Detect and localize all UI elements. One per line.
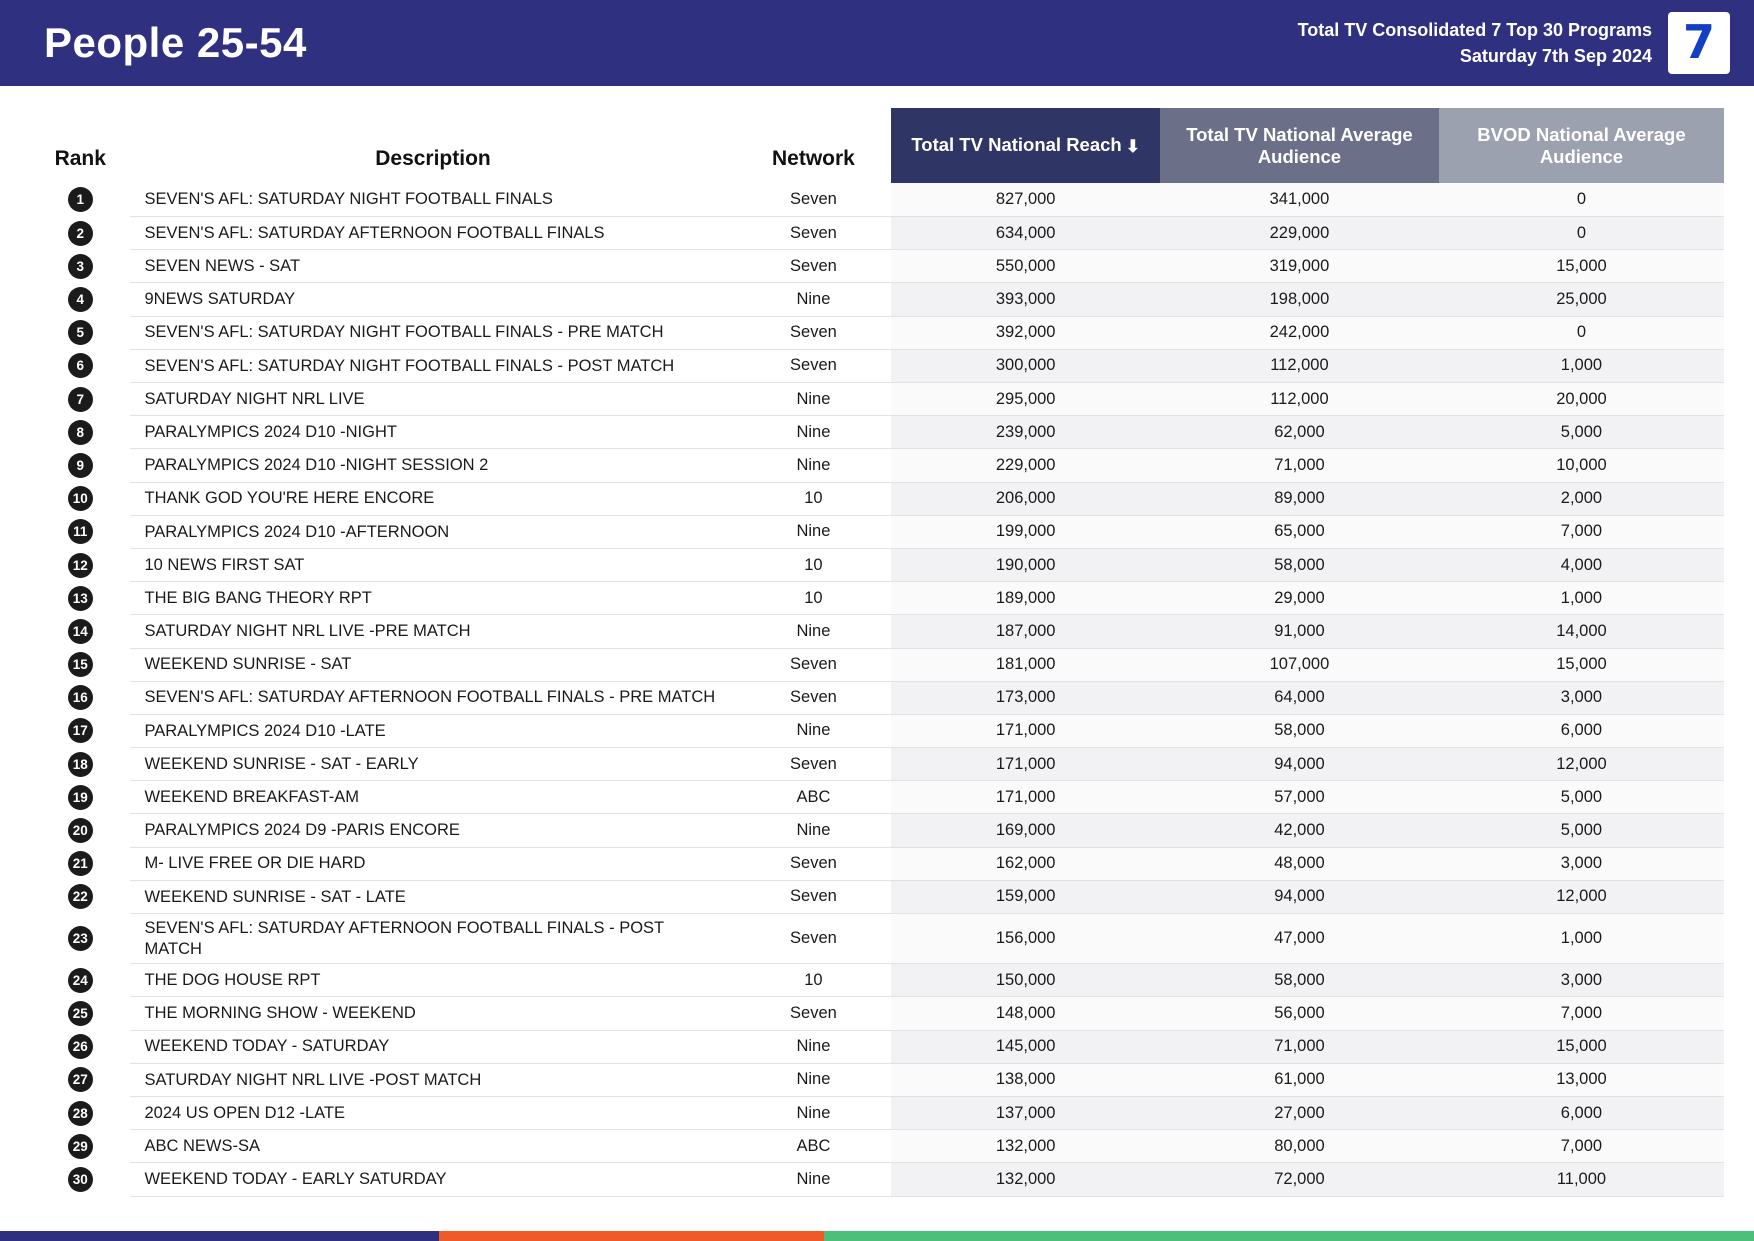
network-cell: Nine (735, 416, 891, 449)
total-tv-national-average-audience-cell: 80,000 (1160, 1130, 1439, 1163)
total-tv-national-average-audience-cell: 48,000 (1160, 847, 1439, 880)
program-description-cell: SEVEN'S AFL: SATURDAY NIGHT FOOTBALL FINALS (130, 183, 735, 216)
table-row (30, 515, 1724, 548)
network-cell: Seven (735, 183, 891, 216)
total-tv-national-reach-cell: 162,000 (891, 847, 1160, 880)
program-description-cell: WEEKEND SUNRISE - SAT (130, 648, 735, 681)
network-cell: 10 (735, 482, 891, 515)
rank-badge: 20 (68, 818, 93, 843)
bvod-national-average-audience-cell: 6,000 (1439, 1097, 1724, 1130)
program-description-cell: SATURDAY NIGHT NRL LIVE -POST MATCH (130, 1063, 735, 1096)
bvod-national-average-audience-cell: 15,000 (1439, 648, 1724, 681)
total-tv-national-reach-cell: 634,000 (891, 217, 1160, 250)
rank-cell (30, 416, 130, 449)
bvod-national-average-audience-cell: 14,000 (1439, 615, 1724, 648)
program-description-cell: SEVEN NEWS - SAT (130, 250, 735, 283)
total-tv-national-reach-cell: 827,000 (891, 183, 1160, 216)
program-description-cell: WEEKEND TODAY - EARLY SATURDAY (130, 1163, 735, 1196)
total-tv-national-average-audience-cell: 58,000 (1160, 964, 1439, 997)
total-tv-national-reach-cell: 138,000 (891, 1063, 1160, 1096)
rank-badge: 9 (68, 453, 93, 478)
program-description-cell: THE BIG BANG THEORY RPT (130, 582, 735, 615)
total-tv-national-reach-cell: 392,000 (891, 316, 1160, 349)
total-tv-national-average-audience-cell: 58,000 (1160, 548, 1439, 581)
total-tv-national-average-audience-cell: 65,000 (1160, 515, 1439, 548)
table-row (30, 1030, 1724, 1063)
table-row (30, 681, 1724, 714)
column-header-description[interactable]: Description (375, 147, 491, 171)
network-cell: Nine (735, 1163, 891, 1196)
total-tv-national-reach-cell: 132,000 (891, 1130, 1160, 1163)
program-description-cell: SATURDAY NIGHT NRL LIVE -PRE MATCH (130, 615, 735, 648)
total-tv-national-reach-cell: 171,000 (891, 781, 1160, 814)
program-description-cell: SATURDAY NIGHT NRL LIVE (130, 383, 735, 416)
total-tv-national-average-audience-cell: 71,000 (1160, 1030, 1439, 1063)
total-tv-national-reach-cell: 132,000 (891, 1163, 1160, 1196)
rank-badge: 3 (68, 254, 93, 279)
table-row (30, 914, 1724, 964)
table-row (30, 781, 1724, 814)
total-tv-national-reach-cell: 300,000 (891, 349, 1160, 382)
rank-cell (30, 615, 130, 648)
rank-cell (30, 217, 130, 250)
total-tv-national-average-audience-cell: 319,000 (1160, 250, 1439, 283)
column-header-reach-label: Total TV National Reach (911, 134, 1122, 156)
rank-cell (30, 1063, 130, 1096)
bvod-national-average-audience-cell: 6,000 (1439, 714, 1724, 747)
rank-badge: 30 (68, 1167, 93, 1192)
bvod-national-average-audience-cell: 1,000 (1439, 582, 1724, 615)
table-row (30, 814, 1724, 847)
total-tv-national-reach-cell: 159,000 (891, 880, 1160, 913)
bvod-national-average-audience-cell: 5,000 (1439, 416, 1724, 449)
bvod-national-average-audience-cell: 5,000 (1439, 814, 1724, 847)
total-tv-national-average-audience-cell: 91,000 (1160, 615, 1439, 648)
network-cell: Seven (735, 997, 891, 1030)
rank-cell (30, 1130, 130, 1163)
rank-cell (30, 714, 130, 747)
page-header (0, 0, 1754, 86)
stripe-segment-orange (439, 1231, 825, 1241)
bvod-national-average-audience-cell: 7,000 (1439, 515, 1724, 548)
table-row (30, 383, 1724, 416)
rank-badge: 6 (68, 353, 93, 378)
network-cell: Seven (735, 648, 891, 681)
table-row (30, 964, 1724, 997)
rank-cell (30, 648, 130, 681)
total-tv-national-average-audience-cell: 242,000 (1160, 316, 1439, 349)
header-right-group (1298, 12, 1730, 74)
program-description-cell: THE MORNING SHOW - WEEKEND (130, 997, 735, 1030)
rank-cell (30, 1097, 130, 1130)
table-row (30, 449, 1724, 482)
rank-cell (30, 847, 130, 880)
table-row (30, 183, 1724, 216)
total-tv-national-average-audience-cell: 107,000 (1160, 648, 1439, 681)
network-cell: Nine (735, 1063, 891, 1096)
rank-badge: 21 (68, 851, 93, 876)
bvod-national-average-audience-cell: 12,000 (1439, 880, 1724, 913)
total-tv-national-average-audience-cell: 112,000 (1160, 349, 1439, 382)
program-description-cell: PARALYMPICS 2024 D10 -NIGHT (130, 416, 735, 449)
program-description-cell: 10 NEWS FIRST SAT (130, 548, 735, 581)
table-row (30, 880, 1724, 913)
total-tv-national-average-audience-cell: 62,000 (1160, 416, 1439, 449)
table-row (30, 1163, 1724, 1196)
table-row (30, 349, 1724, 382)
total-tv-national-average-audience-cell: 56,000 (1160, 997, 1439, 1030)
network-cell: Nine (735, 714, 891, 747)
bvod-national-average-audience-cell: 4,000 (1439, 548, 1724, 581)
network-cell: Nine (735, 1030, 891, 1063)
network-cell: Seven (735, 217, 891, 250)
table-row (30, 217, 1724, 250)
bvod-national-average-audience-cell: 1,000 (1439, 914, 1724, 964)
program-description-cell: PARALYMPICS 2024 D10 -NIGHT SESSION 2 (130, 449, 735, 482)
table-row (30, 1130, 1724, 1163)
program-description-cell: THE DOG HOUSE RPT (130, 964, 735, 997)
network-cell: Seven (735, 681, 891, 714)
bvod-national-average-audience-cell: 0 (1439, 217, 1724, 250)
total-tv-national-average-audience-cell: 341,000 (1160, 183, 1439, 216)
rank-cell (30, 1030, 130, 1063)
bvod-national-average-audience-cell: 2,000 (1439, 482, 1724, 515)
rank-cell (30, 781, 130, 814)
rank-cell (30, 964, 130, 997)
rank-cell (30, 515, 130, 548)
rank-badge: 19 (68, 785, 93, 810)
table-row (30, 416, 1724, 449)
total-tv-national-reach-cell: 187,000 (891, 615, 1160, 648)
table-row (30, 714, 1724, 747)
total-tv-national-average-audience-cell: 112,000 (1160, 383, 1439, 416)
total-tv-national-average-audience-cell: 42,000 (1160, 814, 1439, 847)
program-description-cell: PARALYMPICS 2024 D9 -PARIS ENCORE (130, 814, 735, 847)
network-cell: Nine (735, 1097, 891, 1130)
rank-badge: 7 (68, 387, 93, 412)
program-description-cell: SEVEN'S AFL: SATURDAY AFTERNOON FOOTBALL FINALS - POST MATCH (130, 914, 735, 964)
rank-cell (30, 914, 130, 964)
total-tv-national-average-audience-cell: 64,000 (1160, 681, 1439, 714)
bvod-national-average-audience-cell: 11,000 (1439, 1163, 1724, 1196)
bvod-national-average-audience-cell: 13,000 (1439, 1063, 1724, 1096)
bvod-national-average-audience-cell: 1,000 (1439, 349, 1724, 382)
network-cell: Nine (735, 814, 891, 847)
total-tv-national-reach-cell: 148,000 (891, 997, 1160, 1030)
rank-badge: 15 (68, 652, 93, 677)
bvod-national-average-audience-cell: 20,000 (1439, 383, 1724, 416)
table-row (30, 316, 1724, 349)
rank-cell (30, 449, 130, 482)
program-description-cell: 2024 US OPEN D12 -LATE (130, 1097, 735, 1130)
rank-cell (30, 681, 130, 714)
network-cell: Seven (735, 880, 891, 913)
column-header-network[interactable]: Network (771, 147, 855, 171)
network-cell: Nine (735, 515, 891, 548)
total-tv-national-reach-cell: 189,000 (891, 582, 1160, 615)
rank-badge: 17 (68, 718, 93, 743)
rank-badge: 28 (68, 1101, 93, 1126)
program-description-cell: WEEKEND SUNRISE - SAT - LATE (130, 880, 735, 913)
network-cell: 10 (735, 964, 891, 997)
rank-cell (30, 814, 130, 847)
network-cell: Seven (735, 349, 891, 382)
rank-badge: 10 (68, 486, 93, 511)
program-description-cell: WEEKEND TODAY - SATURDAY (130, 1030, 735, 1063)
column-header-rank[interactable]: Rank (54, 147, 106, 171)
rank-badge: 13 (68, 586, 93, 611)
table-row (30, 847, 1724, 880)
rank-badge: 24 (68, 968, 93, 993)
total-tv-national-average-audience-cell: 89,000 (1160, 482, 1439, 515)
network-cell: Seven (735, 316, 891, 349)
logo-text: 7 (1682, 15, 1715, 69)
network-cell: Nine (735, 383, 891, 416)
rank-cell (30, 880, 130, 913)
rank-cell (30, 283, 130, 316)
total-tv-national-reach-cell: 393,000 (891, 283, 1160, 316)
program-description-cell: SEVEN'S AFL: SATURDAY NIGHT FOOTBALL FINALS - POST MATCH (130, 349, 735, 382)
page-title: People 25-54 (44, 19, 307, 66)
arrow-down-circle-icon: ⬇ (1125, 137, 1140, 157)
total-tv-national-average-audience-cell: 94,000 (1160, 880, 1439, 913)
bvod-national-average-audience-cell: 25,000 (1439, 283, 1724, 316)
rank-badge: 29 (68, 1134, 93, 1159)
bvod-national-average-audience-cell: 3,000 (1439, 964, 1724, 997)
rank-badge: 25 (68, 1001, 93, 1026)
rank-cell (30, 349, 130, 382)
rank-badge: 11 (68, 519, 93, 544)
column-header-total-tv-national-reach[interactable] (891, 108, 1160, 183)
total-tv-national-average-audience-cell: 72,000 (1160, 1163, 1439, 1196)
rank-cell (30, 582, 130, 615)
program-description-cell: SEVEN'S AFL: SATURDAY AFTERNOON FOOTBALL FINALS - PRE MATCH (130, 681, 735, 714)
rank-cell (30, 997, 130, 1030)
total-tv-national-average-audience-cell: 61,000 (1160, 1063, 1439, 1096)
rank-badge: 18 (68, 752, 93, 777)
network-cell: Seven (735, 914, 891, 964)
rank-badge: 23 (68, 926, 93, 951)
program-description-cell: ABC NEWS-SA (130, 1130, 735, 1163)
network-cell: Nine (735, 449, 891, 482)
bvod-national-average-audience-cell: 7,000 (1439, 1130, 1724, 1163)
bvod-national-average-audience-cell: 3,000 (1439, 681, 1724, 714)
table-row (30, 748, 1724, 781)
program-description-cell: SEVEN'S AFL: SATURDAY NIGHT FOOTBALL FINALS - PRE MATCH (130, 316, 735, 349)
report-meta (1298, 17, 1652, 69)
total-tv-national-average-audience-cell: 58,000 (1160, 714, 1439, 747)
total-tv-national-average-audience-cell: 27,000 (1160, 1097, 1439, 1130)
table-row (30, 648, 1724, 681)
table-row (30, 482, 1724, 515)
column-header-total-tv-national-average-audience[interactable]: Total TV National Average Audience (1160, 108, 1439, 183)
total-tv-national-reach-cell: 206,000 (891, 482, 1160, 515)
rank-badge: 1 (68, 187, 93, 212)
total-tv-national-reach-cell: 190,000 (891, 548, 1160, 581)
rank-cell (30, 1163, 130, 1196)
total-tv-national-average-audience-cell: 47,000 (1160, 914, 1439, 964)
total-tv-national-reach-cell: 199,000 (891, 515, 1160, 548)
bvod-national-average-audience-cell: 7,000 (1439, 997, 1724, 1030)
report-date: Saturday 7th Sep 2024 (1459, 46, 1652, 66)
bvod-national-average-audience-cell: 10,000 (1439, 449, 1724, 482)
total-tv-national-reach-cell: 181,000 (891, 648, 1160, 681)
table-row (30, 548, 1724, 581)
table-container (0, 86, 1754, 1197)
rank-badge: 26 (68, 1034, 93, 1059)
total-tv-national-average-audience-cell: 198,000 (1160, 283, 1439, 316)
network-cell: Seven (735, 250, 891, 283)
table-row (30, 582, 1724, 615)
total-tv-national-reach-cell: 156,000 (891, 914, 1160, 964)
bvod-national-average-audience-cell: 12,000 (1439, 748, 1724, 781)
program-description-cell: PARALYMPICS 2024 D10 -AFTERNOON (130, 515, 735, 548)
column-header-bvod-national-average-audience[interactable]: BVOD National Average Audience (1439, 108, 1724, 183)
total-tv-national-reach-cell: 137,000 (891, 1097, 1160, 1130)
bvod-national-average-audience-cell: 5,000 (1439, 781, 1724, 814)
bvod-national-average-audience-cell: 0 (1439, 183, 1724, 216)
total-tv-national-average-audience-cell: 29,000 (1160, 582, 1439, 615)
bvod-national-average-audience-cell: 3,000 (1439, 847, 1724, 880)
total-tv-national-average-audience-cell: 94,000 (1160, 748, 1439, 781)
rank-cell (30, 383, 130, 416)
network-cell: Seven (735, 748, 891, 781)
network-cell: ABC (735, 1130, 891, 1163)
report-name: Total TV Consolidated 7 Top 30 Programs (1297, 19, 1652, 40)
network-cell: ABC (735, 781, 891, 814)
top-programs-table (30, 108, 1724, 1197)
program-description-cell: SEVEN'S AFL: SATURDAY AFTERNOON FOOTBALL FINALS (130, 217, 735, 250)
program-description-cell: THANK GOD YOU'RE HERE ENCORE (130, 482, 735, 515)
total-tv-national-reach-cell: 171,000 (891, 714, 1160, 747)
rank-badge: 8 (68, 420, 93, 445)
program-description-cell: M- LIVE FREE OR DIE HARD (130, 847, 735, 880)
stripe-segment-green (824, 1231, 1754, 1241)
table-header-row (30, 108, 1724, 183)
table-row (30, 250, 1724, 283)
rank-badge: 22 (68, 884, 93, 909)
total-tv-national-reach-cell: 173,000 (891, 681, 1160, 714)
bvod-national-average-audience-cell: 15,000 (1439, 250, 1724, 283)
total-tv-national-reach-cell: 229,000 (891, 449, 1160, 482)
bvod-national-average-audience-cell: 15,000 (1439, 1030, 1724, 1063)
rank-cell (30, 548, 130, 581)
rank-badge: 5 (68, 320, 93, 345)
total-tv-national-reach-cell: 239,000 (891, 416, 1160, 449)
rank-cell (30, 482, 130, 515)
total-tv-national-reach-cell: 295,000 (891, 383, 1160, 416)
rank-badge: 14 (68, 619, 93, 644)
table-row (30, 997, 1724, 1030)
total-tv-national-reach-cell: 550,000 (891, 250, 1160, 283)
network-cell: 10 (735, 548, 891, 581)
network-cell: Nine (735, 283, 891, 316)
network-cell: 10 (735, 582, 891, 615)
rank-badge: 27 (68, 1067, 93, 1092)
network-cell: Nine (735, 615, 891, 648)
table-row (30, 1097, 1724, 1130)
rank-cell (30, 316, 130, 349)
table-row (30, 615, 1724, 648)
total-tv-national-average-audience-cell: 57,000 (1160, 781, 1439, 814)
rank-badge: 12 (68, 553, 93, 578)
table-body (30, 183, 1724, 1196)
table-row (30, 1063, 1724, 1096)
rank-cell (30, 250, 130, 283)
program-description-cell: PARALYMPICS 2024 D10 -LATE (130, 714, 735, 747)
total-tv-national-reach-cell: 169,000 (891, 814, 1160, 847)
program-description-cell: WEEKEND SUNRISE - SAT - EARLY (130, 748, 735, 781)
seven-network-logo (1668, 12, 1730, 74)
program-description-cell: 9NEWS SATURDAY (130, 283, 735, 316)
rank-cell (30, 748, 130, 781)
rank-badge: 16 (68, 685, 93, 710)
footer-color-stripe (0, 1231, 1754, 1241)
rank-badge: 4 (68, 287, 93, 312)
total-tv-national-reach-cell: 150,000 (891, 964, 1160, 997)
total-tv-national-average-audience-cell: 229,000 (1160, 217, 1439, 250)
total-tv-national-average-audience-cell: 71,000 (1160, 449, 1439, 482)
network-cell: Seven (735, 847, 891, 880)
stripe-segment-blue (0, 1231, 439, 1241)
total-tv-national-reach-cell: 171,000 (891, 748, 1160, 781)
rank-badge: 2 (68, 221, 93, 246)
bvod-national-average-audience-cell: 0 (1439, 316, 1724, 349)
rank-cell (30, 183, 130, 216)
total-tv-national-reach-cell: 145,000 (891, 1030, 1160, 1063)
table-row (30, 283, 1724, 316)
program-description-cell: WEEKEND BREAKFAST-AM (130, 781, 735, 814)
